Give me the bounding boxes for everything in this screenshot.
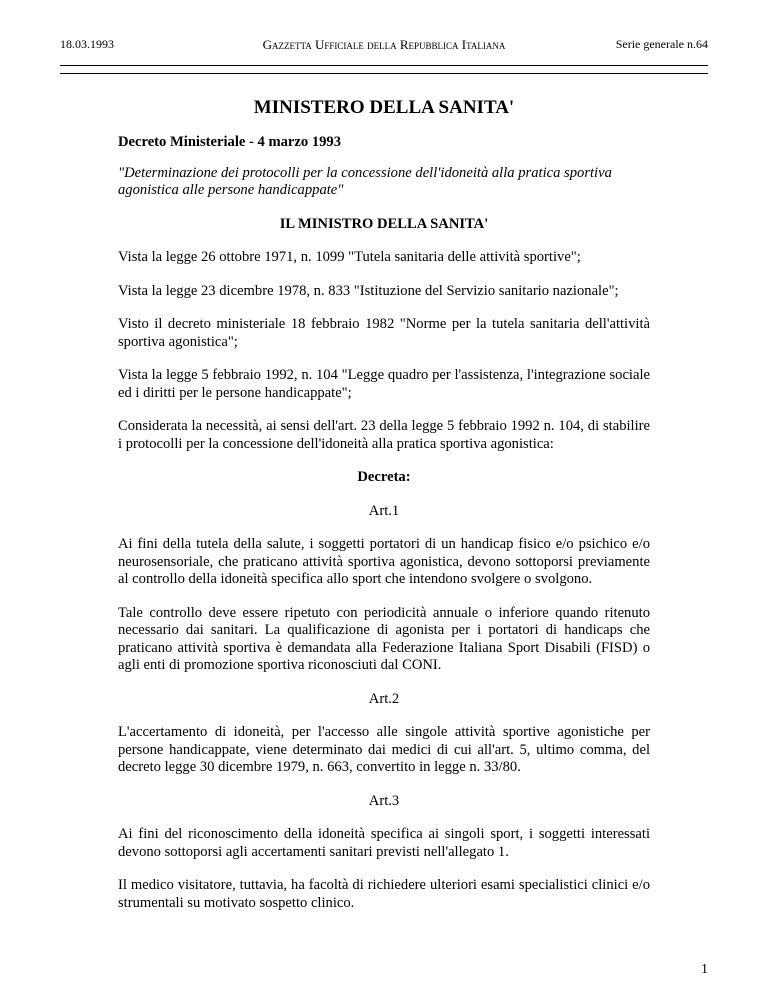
page-number: 1	[701, 962, 708, 977]
decree-subject: "Determinazione dei protocolli per la concessione dell'idoneità alla pratica sportiva agonistica alle persone handicappate"	[118, 164, 612, 198]
header-rule-top	[60, 65, 708, 66]
recital: Visto il decreto ministeriale 18 febbraio 1982 "Norme per la tutela sanitaria dell'attività sportiva agonistica";	[118, 316, 650, 350]
article-title: Art.3	[368, 792, 400, 809]
article-paragraph: Ai fini della tutela della salute, i soggetti portatori di un handicap fisico e/o psichico e/o neurosensoriale, che praticano attività sportiva agonistica, devono sottoporsi previamente al controllo della idoneità specifica allo sport che intendono svolgere o svolgono.	[118, 536, 650, 587]
article-paragraph: Ai fini del riconoscimento della idoneità specifica ai singoli sport, i soggetti interessati devono sottoporsi agli accertamenti sanitari previsti nell'allegato 1.	[118, 826, 650, 860]
recital: Vista la legge 26 ottobre 1971, n. 1099 "Tutela sanitaria delle attività sportive";	[118, 249, 581, 265]
decree-title: Decreto Ministeriale - 4 marzo 1993	[118, 134, 342, 150]
document-body	[118, 96, 650, 928]
decreta-heading: Decreta:	[357, 469, 411, 485]
recital: Vista la legge 5 febbraio 1992, n. 104 "Legge quadro per l'assistenza, l'integrazione sociale ed i diritti per le persone handicappate";	[118, 367, 650, 401]
article-title: Art.2	[368, 690, 400, 707]
article-paragraph: L'accertamento di idoneità, per l'accesso alle singole attività sportive agonistiche per persone handicappate, viene determinato dai medici di cui all'art. 5, ultimo comma, del decreto legge 30 dicembre 1979, n. 663, convertito in legge n. 33/80.	[118, 724, 650, 775]
header-rule-bottom	[60, 73, 708, 74]
article-title: Art.1	[368, 502, 400, 519]
minister-heading: IL MINISTRO DELLA SANITA'	[279, 215, 489, 232]
recital: Considerata la necessità, ai sensi dell'art. 23 della legge 5 febbraio 1992 n. 104, di stabilire i protocolli per la concessione dell'idoneità alla pratica sportiva agonistica:	[118, 418, 650, 452]
article-paragraph: Il medico visitatore, tuttavia, ha facoltà di richiedere ulteriori esami specialistici clinici e/o strumentali su motivato sospetto clinico.	[118, 877, 650, 911]
header-serie: Serie generale n.64	[615, 37, 708, 51]
ministry-heading: MINISTERO DELLA SANITA'	[253, 97, 515, 118]
page-header	[0, 37, 768, 57]
recital: Vista la legge 23 dicembre 1978, n. 833 "Istituzione del Servizio sanitario nazionale";	[118, 282, 619, 299]
article-paragraph: Tale controllo deve essere ripetuto con periodicità annuale o inferiore quando ritenuto necessario dai sanitari. La qualificazione di agonista per i portatori di handicaps che praticano attività sportiva è demandata alla Federazione Italiana Sport Disabili (FISD) o agli enti di promozione sportiva riconosciuti dal CONI.	[118, 604, 650, 673]
header-title: Gazzetta Ufficiale della Repubblica Italiana	[262, 37, 506, 52]
header-date: 18.03.1993	[60, 37, 114, 51]
